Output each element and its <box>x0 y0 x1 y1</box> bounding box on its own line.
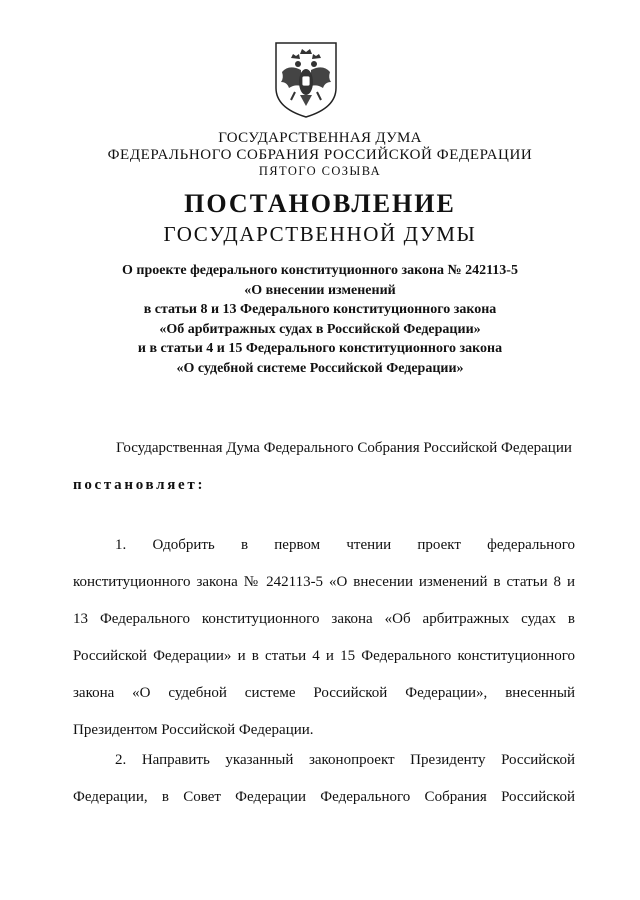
subject-line: «Об арбитражных судах в Российской Федерации» <box>159 321 481 337</box>
paragraph-line: закона «О судебной системе Российской Федерации», внесенный <box>73 685 575 701</box>
decrees-text: постановляет: <box>73 477 206 493</box>
paragraph-line: 2. Направить указанный законопроект Президенту Российской <box>115 752 575 768</box>
paragraph-2 <box>73 742 575 816</box>
paragraph-line: Российской Федерации» и в статьи 4 и 15 Федерального конституционного <box>73 648 575 664</box>
paragraph-line: Федерации, в Совет Федерации Федерального Собрания Российской <box>73 789 575 805</box>
paragraph-1 <box>73 527 575 749</box>
subject-line: О проекте федерального конституционного закона № 242113-5 <box>122 263 518 278</box>
document-title: ПОСТАНОВЛЕНИЕ <box>184 189 456 218</box>
subject-line: и в статьи 4 и 15 Федерального конституционного закона <box>137 341 503 356</box>
org-line-3: ПЯТОГО СОЗЫВА <box>258 164 382 178</box>
org-line-1: ГОСУДАРСТВЕННАЯ ДУМА <box>218 130 422 146</box>
paragraph-line: конституционного закона № 242113-5 «О внесении изменений в статьи 8 и <box>73 574 575 590</box>
document-subtitle: ГОСУДАРСТВЕННОЙ ДУМЫ <box>163 222 477 246</box>
document-subject <box>90 261 550 378</box>
subject-line: в статьи 8 и 13 Федерального конституционного закона <box>143 302 497 317</box>
russian-coat-of-arms-icon <box>273 40 339 120</box>
paragraph-line: Президентом Российской Федерации. <box>73 722 314 738</box>
preamble-text: Государственная Дума Федерального Собрания Российской Федерации <box>116 440 572 456</box>
paragraph-line: 1. Одобрить в первом чтении проект федерального <box>115 537 575 553</box>
subject-line: «О судебной системе Российской Федерации» <box>176 360 464 376</box>
org-line-2: ФЕДЕРАЛЬНОГО СОБРАНИЯ РОССИЙСКОЙ ФЕДЕРАЦИИ <box>107 147 533 163</box>
subject-line: «О внесении изменений <box>244 282 396 298</box>
paragraph-line: 13 Федерального конституционного закона «Об арбитражных судах в <box>73 611 575 627</box>
